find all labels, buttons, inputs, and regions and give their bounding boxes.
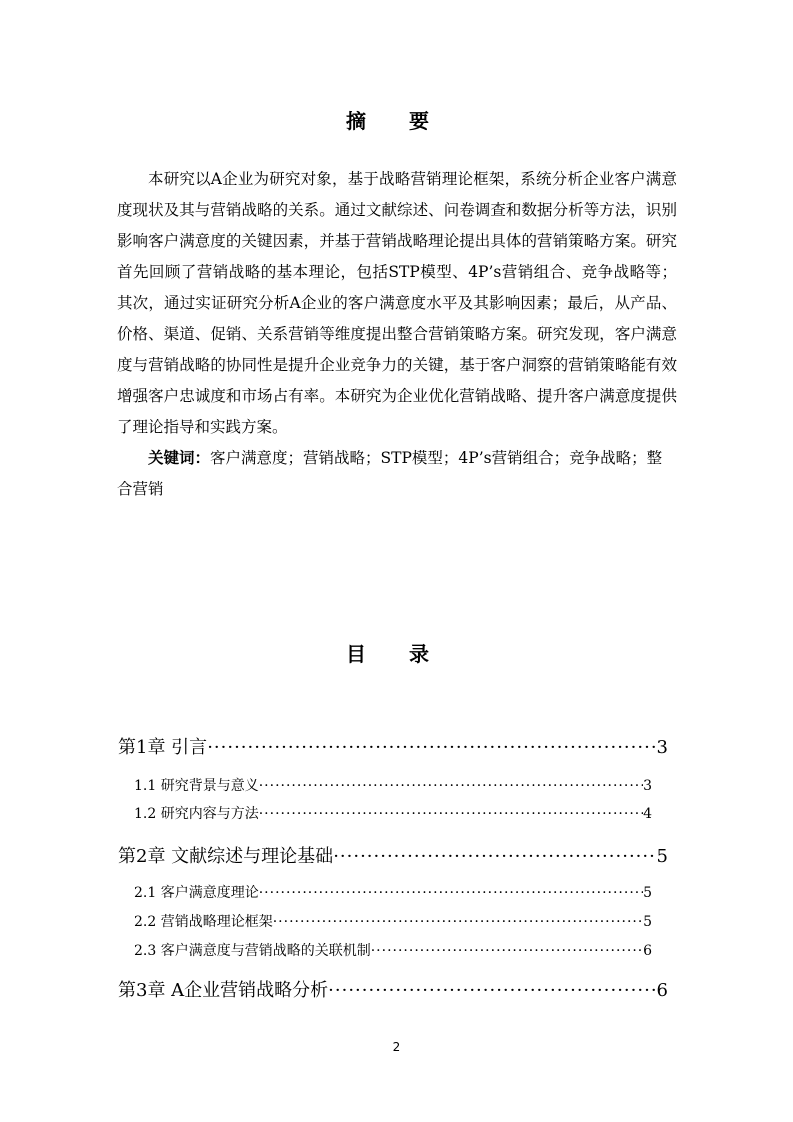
keywords-label: 关键词： [148,449,211,467]
toc-entry[interactable] [134,911,652,931]
toc-entry[interactable] [118,733,668,759]
toc-entry-page: 5 [643,885,652,901]
toc-entry[interactable] [134,882,652,902]
toc-entry-page: 4 [643,806,652,822]
toc-entry-page: 3 [656,737,668,758]
toc-entry-label: 第2章 文献综述与理论基础 [118,846,334,867]
toc-entry[interactable] [118,976,668,1002]
abstract-body: 本研究以A企业为研究对象，基于战略营销理论框架，系统分析企业客户满意度现状及其与营销战略的关系。通过文献综述、问卷调查和数据分析等方法，识别影响客户满意度的关键因素，并基于营销战略理论提出具体的营销策略方案。研究首先回顾了营销战略的基本理论，包括STP模型、4P’s营销组合、竞争战略等；其次，通过实证研究分析A企业的客户满意度水平及其影响因素；最后，从产品、价格、渠道、促销、关系营销等维度提出整合营销策略方案。研究发现，客户满意度与营销战略的协同性是提升企业竞争力的关键，基于客户洞察的营销策略能有效增强客户忠诚度和市场占有率。本研究为企业优化营销战略、提升客户满意度提供了理论指导和实践方案。 [117,170,677,436]
toc-entry-label: 2.2 营销战略理论框架 [134,914,273,930]
toc-leader-dots [328,980,656,1001]
toc-entry-label: 1.2 研究内容与方法 [134,806,259,822]
toc-entry-label: 第3章 A企业营销战略分析 [118,980,329,1001]
toc-entry-page: 6 [643,943,652,959]
toc-leader-dots [259,885,643,901]
toc-title: 目 录 [346,642,447,666]
toc-entry[interactable] [134,803,652,823]
abstract-title: 摘 要 [346,109,447,133]
toc-entry[interactable] [118,842,668,868]
toc-leader-dots [259,778,643,794]
toc-entry-page: 3 [643,778,652,794]
toc-leader-dots [259,806,643,822]
toc-leader-dots [333,846,656,867]
toc-leader-dots [371,943,643,959]
toc-entry-label: 1.1 研究背景与意义 [134,778,259,794]
toc-leader-dots [207,737,656,758]
toc-entry-page: 5 [656,846,668,867]
toc-entry-label: 2.3 客户满意度与营销战略的关联机制 [134,943,371,959]
keywords-text: 客户满意度；营销战略；STP模型；4P’s营销组合；竞争战略；整合营销 [117,449,663,498]
toc-entry-label: 2.1 客户满意度理论 [134,885,259,901]
toc-entry-label: 第1章 引言 [118,737,208,758]
toc-entry-page: 5 [643,914,652,930]
keywords-paragraph [117,443,677,505]
page-number: 2 [392,1040,401,1054]
toc-leader-dots [273,914,643,930]
toc-entry-page: 6 [656,980,668,1001]
toc-entry[interactable] [134,775,652,795]
toc-entry[interactable] [134,940,652,960]
